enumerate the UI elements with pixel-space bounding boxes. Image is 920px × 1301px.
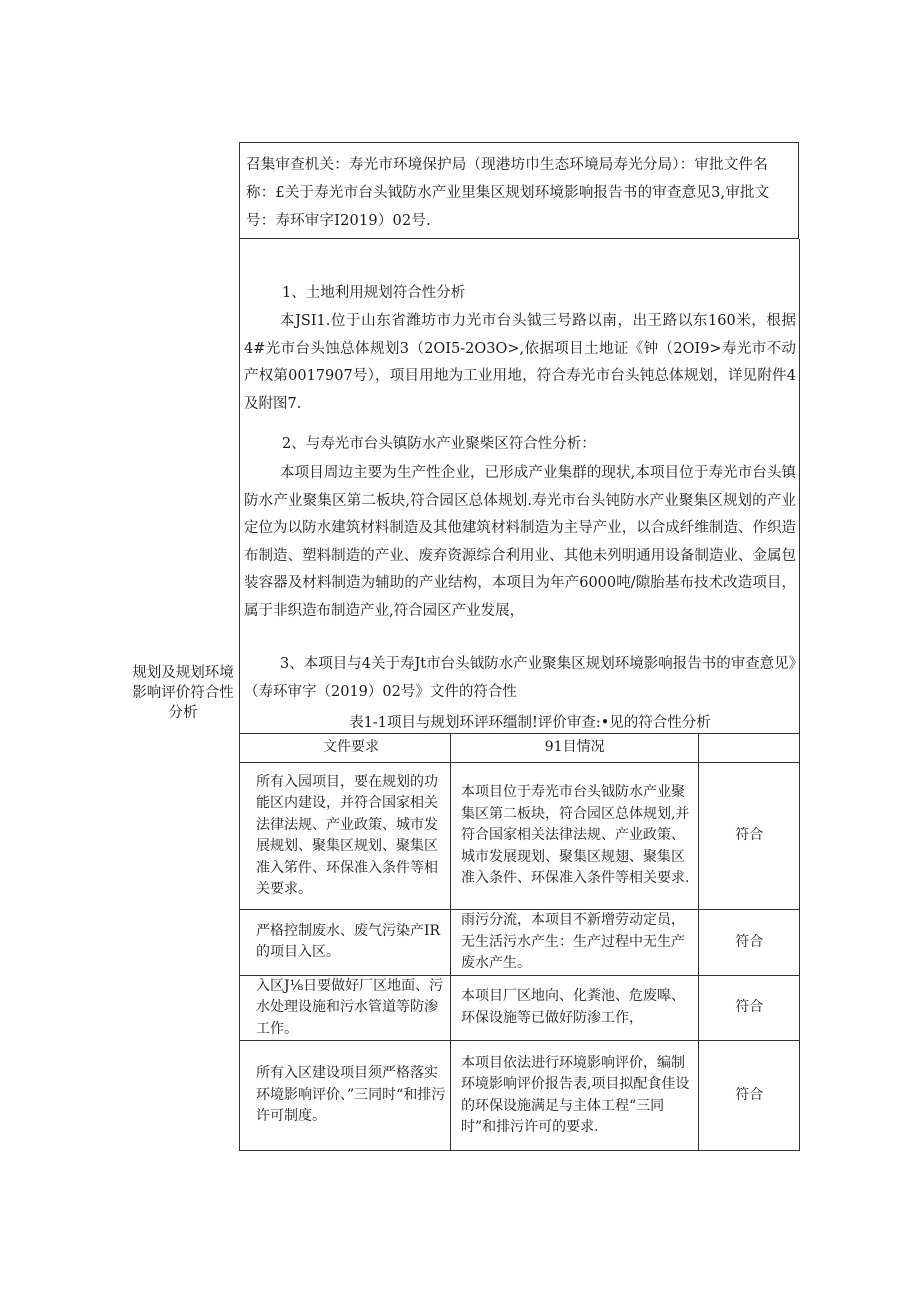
row-4-result: 符合: [699, 1041, 800, 1151]
section-3-body: 3、本项目与4关于寿Jt市台头钺防水产业聚集区规划环境影响报告书的审查意见》（寿环审字（2019）02号》文件的符合性: [244, 656, 796, 700]
row-1-requirement: 所有入园项目，要在规划的功能区内建设，并符合国家相关法律法规、产业政策、城市发展规划、聚集区规划、聚集区准入笫件、环保准入条件等相关要求。: [240, 763, 451, 910]
row-1-status: 本项目位于寿光市台头钺防水产业聚集区第二板块，符合园区总体规划,并符合国家相关法律法规、产业政策、城市发展现划、聚集区规翅、聚集区准入条件、环保准入条件等相关要求.: [450, 763, 698, 910]
table-caption: 表1-1项目与规划环评环缰制!评价审查:•见的符合性分析: [349, 715, 711, 731]
table-row: [240, 1041, 800, 1151]
table-header-row: [240, 734, 800, 763]
row-4-requirement: 所有入区建设项目须严格落实环境影响评价、”三同时“和排污许可制度。: [240, 1041, 451, 1151]
table-row: [240, 975, 800, 1041]
section-2-body: 本项目周边主要为生产性企业，已形成产业集群的现状,本项目位于寿光市台头镇防水产业聚集区第二板块,符合园区总体规划.寿光市台头钝防水产业聚集区规划的产业定位为以防水建筑材料制造及其他建筑材料制造为主导产业，以合成纤维制造、作织造布制造、塑料制造的产业、废弃资源综合利用业、其他未列明通用设备制造业、金属包装容器及材料制造为辅助的产业结构，本项目为年产6000吨/隙胎基布技术改造项目，属于非织造布制造产业,符合园区产业发展，: [244, 465, 796, 619]
row-1-result: 符合: [699, 763, 800, 910]
approval-info-box: [239, 142, 799, 239]
table-row: [240, 763, 800, 910]
header-status: 91目情况: [450, 734, 698, 763]
row-3-requirement: 入区J⅛日要做好厂区地面、污水处理设施和污水管道等防渗工作。: [240, 975, 451, 1041]
row-2-status: 雨污分流，本项目不新增劳动定员，无生活污水产生：生产过程中无生产废水产生。: [450, 910, 698, 976]
row-3-status: 本项目厂区地向、化粪池、危废嗥、环保设施等已做好防渗工作，: [450, 975, 698, 1041]
row-3-result: 符合: [699, 975, 800, 1041]
frame-left-line: [239, 239, 240, 733]
section-1-title: 1、土地利用规划符合性分析: [282, 285, 466, 301]
left-column-label: 规划及规划环境影响评价符合性分析: [132, 665, 234, 721]
table-row: [240, 910, 800, 976]
header-requirement: 文件要求: [240, 734, 451, 763]
section-2-title: 2、与寿光市台头镇防水产业聚柴区符合性分析：: [282, 436, 596, 452]
approval-info-text: 召集审查机关：寿光市环境保护局（现港坊巾生态环境局寿光分局）：审批文件名称：£关于寿光市台头钺防水产业里集区规划环境影响报告书的审查意见3,审批文号：寿环审字I2019）02号.: [246, 157, 770, 229]
row-2-result: 符合: [699, 910, 800, 976]
row-2-requirement: 严格控制废水、废气污染产IR的项目入区。: [240, 910, 451, 976]
row-4-status: 本项目依法进行环境影响评价，编制环境影响评价报告表,项目拟配食佳设的环保设施满足与主体工程“三同时”和排污许可的要求.: [450, 1041, 698, 1151]
compliance-table: [239, 733, 800, 1151]
header-result: [699, 734, 800, 763]
frame-right-line: [799, 239, 800, 733]
section-1-body: 本JSI1.位于山东省潍坊市力光市台头钺三号路以南，出王路以东160米，根据4#光市台头蚀总体规划3（2OI5-2O3O>,依据项目土地证《钟（2OI9>寿光市不动产权第0017907号），项目用地为工业用地，符合寿光市台头钝总体规划，详见附件4及附图7.: [244, 313, 796, 412]
